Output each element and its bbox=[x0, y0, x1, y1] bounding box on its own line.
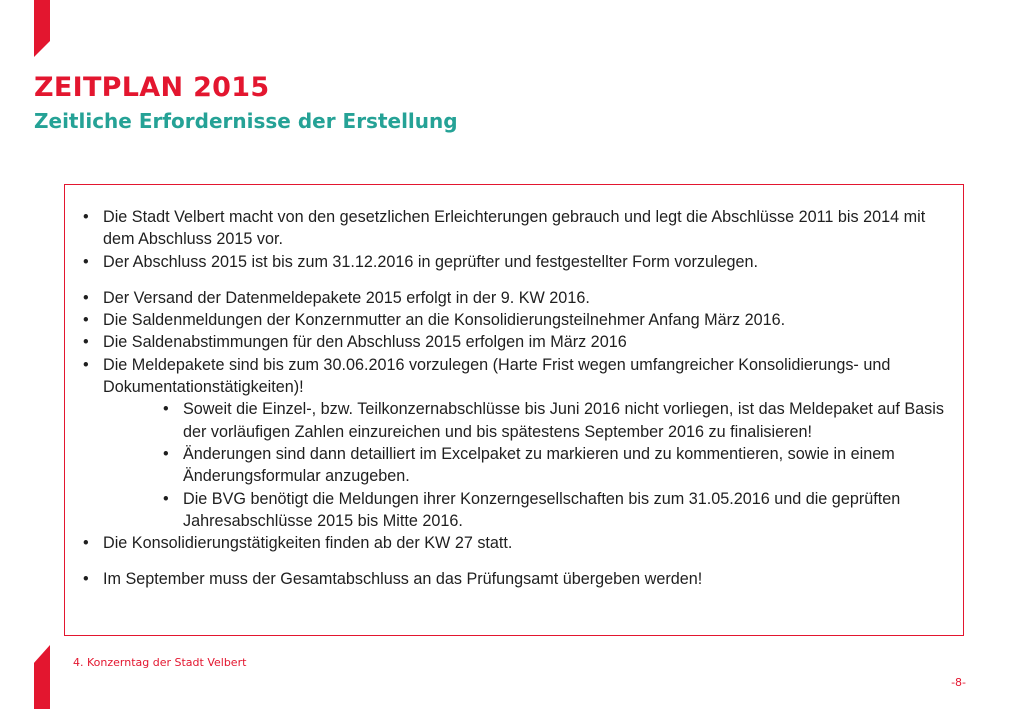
sub-bullet-item: • Die BVG benötigt die Meldungen ihrer Konzerngesellschaften bis zum 31.05.2016 und die geprüften Jahresabschlüsse 2015 bis Mitte 2016. bbox=[163, 488, 959, 533]
bullet-item: • Die Stadt Velbert macht von den gesetzlichen Erleichterungen gebrauch und legt die Abschlüsse 2011 bis 2014 mit dem Abschluss 2015 vor. bbox=[83, 206, 959, 251]
accent-bar-bottom bbox=[34, 645, 50, 709]
accent-bar-top bbox=[34, 0, 50, 57]
page-number: -8- bbox=[951, 676, 966, 689]
bullet-item: • Der Abschluss 2015 ist bis zum 31.12.2016 in geprüfter und festgestellter Form vorzulegen. bbox=[83, 251, 959, 273]
sub-bullet-item: • Änderungen sind dann detailliert im Excelpaket zu markieren und zu kommentieren, sowie in einem Änderungsformular anzugeben. bbox=[163, 443, 959, 488]
bullet-item: • Die Saldenabstimmungen für den Abschluss 2015 erfolgen im März 2016 bbox=[83, 331, 959, 353]
footer-event-name: 4. Konzerntag der Stadt Velbert bbox=[73, 656, 247, 669]
slide-subtitle: Zeitliche Erfordernisse der Erstellung bbox=[34, 109, 458, 133]
sub-bullet-item: • Soweit die Einzel-, bzw. Teilkonzernabschlüsse bis Juni 2016 nicht vorliegen, ist das Meldepaket auf Basis der vorläufigen Zahlen einzureichen und bis spätestens September 2016 zu finalisieren! bbox=[163, 398, 959, 443]
content-box bbox=[64, 184, 964, 636]
bullet-list bbox=[83, 206, 959, 591]
bullet-item: • Die Konsolidierungstätigkeiten finden ab der KW 27 statt. bbox=[83, 532, 959, 554]
bullet-item: • Die Saldenmeldungen der Konzernmutter an die Konsolidierungsteilnehmer Anfang März 2016. bbox=[83, 309, 959, 331]
slide-title: ZEITPLAN 2015 bbox=[34, 72, 270, 103]
bullet-item: • Der Versand der Datenmeldepakete 2015 erfolgt in der 9. KW 2016. bbox=[83, 287, 959, 309]
bullet-item: • Die Meldepakete sind bis zum 30.06.2016 vorzulegen (Harte Frist wegen umfangreicher Konsolidierungs- und Dokumentationstätigkeiten)! bbox=[83, 354, 959, 399]
bullet-item: • Im September muss der Gesamtabschluss an das Prüfungsamt übergeben werden! bbox=[83, 568, 959, 590]
